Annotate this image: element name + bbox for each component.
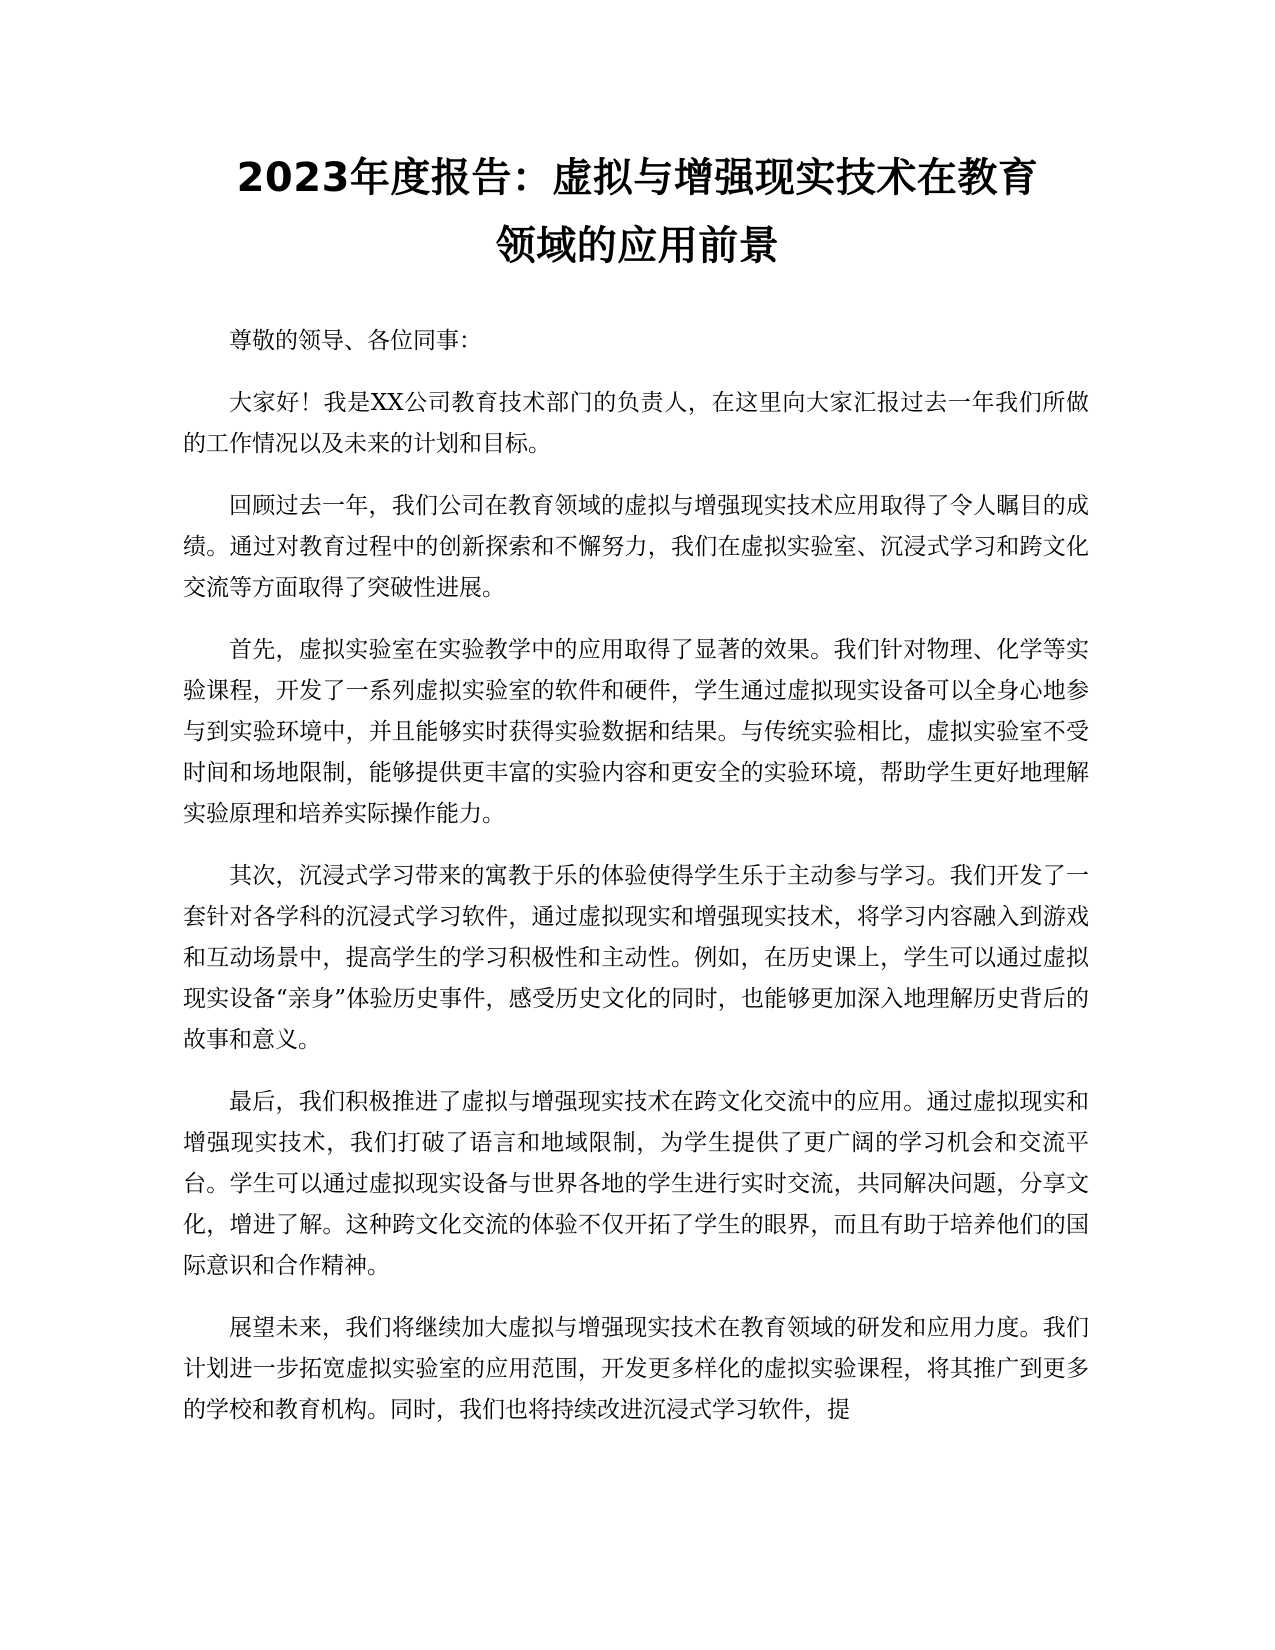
immersive-learning-paragraph: 其次，沉浸式学习带来的寓教于乐的体验使得学生乐于主动参与学习。我们开发了一套针对各学科的沉浸式学习软件，通过虚拟现实和增强现实技术，将学习内容融入到游戏和互动场景中，提高学生的学习积极性和主动性。例如，在历史课上，学生可以通过虚拟现实设备“亲身”体验历史事件，感受历史文化的同时，也能够更加深入地理解历史背后的故事和意义。 xyxy=(183,863,1089,1053)
title-line-2: 领域的应用前景 xyxy=(495,223,780,269)
virtual-lab-paragraph: 首先，虚拟实验室在实验教学中的应用取得了显著的效果。我们针对物理、化学等实验课程，开发了一系列虚拟实验室的软件和硬件，学生通过虚拟现实设备可以全身心地参与到实验环境中，并且能够实时获得实验数据和结果。与传统实验相比，虚拟实验室不受时间和场地限制，能够提供更丰富的实验内容和更安全的实验环境，帮助学生更好地理解实验原理和培养实际操作能力。 xyxy=(183,637,1089,827)
document-title xyxy=(150,144,1125,280)
cross-cultural-paragraph: 最后，我们积极推进了虚拟与增强现实技术在跨文化交流中的应用。通过虚拟现实和增强现实技术，我们打破了语言和地域限制，为学生提供了更广阔的学习机会和交流平台。学生可以通过虚拟现实设备与世界各地的学生进行实时交流，共同解决问题，分享文化，增进了解。这种跨文化交流的体验不仅开拓了学生的眼界，而且有助于培养他们的国际意识和合作精神。 xyxy=(183,1089,1089,1279)
salutation-paragraph: 尊敬的领导、各位同事： xyxy=(229,328,482,354)
title-line-1: 2023年度报告：虚拟与增强现实技术在教育 xyxy=(236,155,1039,201)
document-body xyxy=(183,321,1089,1452)
review-paragraph: 回顾过去一年，我们公司在教育领域的虚拟与增强现实技术应用取得了令人瞩目的成绩。通过对教育过程中的创新探索和不懈努力，我们在虚拟实验室、沉浸式学习和跨文化交流等方面取得了突破性进展。 xyxy=(183,493,1089,601)
outlook-paragraph: 展望未来，我们将继续加大虚拟与增强现实技术在教育领域的研发和应用力度。我们计划进一步拓宽虚拟实验室的应用范围，开发更多样化的虚拟实验课程，将其推广到更多的学校和教育机构。同时，我们也将持续改进沉浸式学习软件，提 xyxy=(183,1315,1089,1423)
greeting-paragraph: 大家好！我是XX公司教育技术部门的负责人，在这里向大家汇报过去一年我们所做的工作情况以及未来的计划和目标。 xyxy=(183,390,1089,457)
